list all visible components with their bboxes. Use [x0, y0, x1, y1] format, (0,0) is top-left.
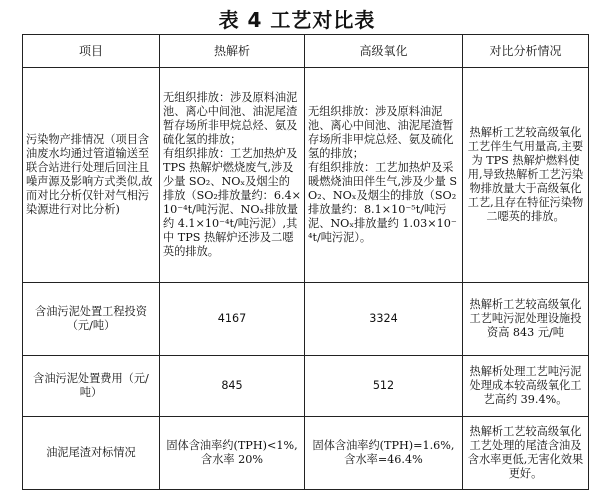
- pyrolysis-organized-text: 有组织排放：工艺加热炉及 TPS 热解炉燃烧废气,涉及少量 SO₂、NOₓ及烟尘的排放（SO₂排放量约：6.4×10⁻⁴t/吨污泥、NOₓ排放量约 4.1×10⁻⁴t/吨污泥）,其中 TPS 热解炉还涉及二噁英的排放。: [163, 147, 301, 258]
- cell-oxidation-investment: 3324: [305, 283, 463, 356]
- table-row: [23, 417, 589, 490]
- cell-pyrolysis-residue: 固体含油率约(TPH)<1%,含水率 20%: [160, 417, 305, 490]
- oxidation-organized-text: 有组织排放：工艺加热炉及采暖燃烧油田伴生气,涉及少量 SO₂、NOₓ及烟尘的排放（SO₂排放量约：8.1×10⁻⁵t/吨污泥、NOₓ排放量约 1.03×10⁻⁴t/吨污泥）。: [308, 161, 458, 244]
- cell-analysis-cost: 热解析处理工艺吨污泥处理成本较高级氧化工艺高约 39.4%。: [463, 356, 589, 417]
- cell-oxidation-emissions: [305, 68, 463, 283]
- row-item-residue: 油泥尾渣对标情况: [23, 417, 160, 490]
- table-row: [23, 356, 589, 417]
- cell-oxidation-cost: 512: [305, 356, 463, 417]
- header-analysis: 对比分析情况: [463, 35, 589, 68]
- header-pyrolysis: 热解析: [160, 35, 305, 68]
- row-item-emissions: 污染物产排情况（项目含油废水均通过管道输送至联合站进行处理后回注且噪声源及影响方式类似,故而对比分析仅针对气相污染源进行对比分析): [23, 68, 160, 283]
- table-row: [23, 283, 589, 356]
- row-item-investment: 含油污泥处置工程投资（元/吨）: [23, 283, 160, 356]
- table-title: 表 4 工艺对比表: [218, 8, 376, 32]
- oxidation-fugitive-text: 无组织排放：涉及原料油泥池、离心中间池、油泥尾渣暂存场所非甲烷总烃、氨及硫化氢的排放；: [308, 105, 454, 160]
- table-header-row: [23, 35, 589, 68]
- cell-analysis-residue: 热解析工艺较高级氧化工艺处理的尾渣含油及含水率更低,无害化效果更好。: [463, 417, 589, 490]
- header-oxidation: 高级氧化: [305, 35, 463, 68]
- cell-analysis-investment: 热解析工艺较高级氧化工艺吨污泥处理设施投资高 843 元/吨: [463, 283, 589, 356]
- table-row: [23, 68, 589, 283]
- cell-pyrolysis-investment: 4167: [160, 283, 305, 356]
- header-item: 项目: [23, 35, 160, 68]
- comparison-table: [22, 34, 589, 490]
- cell-pyrolysis-emissions: [160, 68, 305, 283]
- cell-analysis-emissions: 热解析工艺较高级氧化工艺伴生气用量高,主要为 TPS 热解炉燃料使用,导致热解析工艺污染物排放量大于高级氧化工艺,且存在特征污染物二噁英的排放。: [463, 68, 589, 283]
- cell-oxidation-residue: 固体含油率约(TPH)=1.6%,含水率=46.4%: [305, 417, 463, 490]
- row-item-cost: 含油污泥处置费用（元/吨）: [23, 356, 160, 417]
- cell-pyrolysis-cost: 845: [160, 356, 305, 417]
- pyrolysis-fugitive-text: 无组织排放：涉及原料油泥池、离心中间池、油泥尾渣暂存场所非甲烷总烃、氨及硫化氢的排放；: [163, 91, 298, 146]
